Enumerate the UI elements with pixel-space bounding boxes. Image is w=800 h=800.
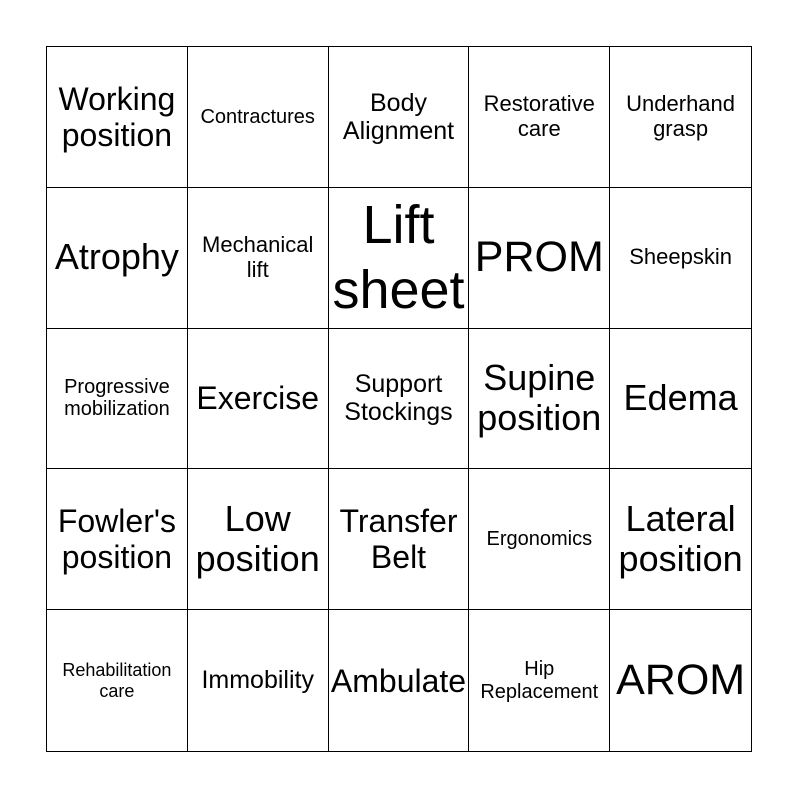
bingo-cell-working-position[interactable]: Working position (47, 47, 188, 188)
bingo-cell-hip-replacement[interactable]: Hip Replacement (469, 610, 610, 751)
bingo-cell-fowlers-position[interactable]: Fowler's position (47, 469, 188, 610)
bingo-cell-prom[interactable]: PROM (469, 188, 610, 329)
bingo-cell-mechanical-lift[interactable]: Mechanical lift (188, 188, 329, 329)
bingo-cell-rehabilitation-care[interactable]: Rehabilitation care (47, 610, 188, 751)
bingo-cell-exercise[interactable]: Exercise (188, 329, 329, 470)
bingo-cell-transfer-belt[interactable]: Transfer Belt (329, 469, 470, 610)
bingo-cell-sheepskin[interactable]: Sheepskin (610, 188, 751, 329)
bingo-cell-support-stockings[interactable]: Support Stockings (329, 329, 470, 470)
bingo-cell-ambulate[interactable]: Ambulate (329, 610, 470, 751)
bingo-cell-arom[interactable]: AROM (616, 656, 746, 705)
bingo-cell-progressive-mobilization[interactable]: Progressive mobilization (47, 329, 188, 470)
bingo-cell-atrophy[interactable]: Atrophy (47, 188, 188, 329)
bingo-cell-ergonomics[interactable]: Ergonomics (469, 469, 610, 610)
bingo-cell-contractures[interactable]: Contractures (188, 47, 329, 188)
bingo-cell-low-position[interactable]: Low position (188, 469, 329, 610)
bingo-cell-lateral-position[interactable]: Lateral position (610, 469, 751, 610)
bingo-board (46, 46, 752, 752)
bingo-cell-lift-sheet[interactable]: Lift sheet (329, 188, 470, 329)
bingo-cell-underhand-grasp[interactable]: Underhand grasp (610, 47, 751, 188)
bingo-cell-immobility[interactable]: Immobility (188, 610, 329, 751)
bingo-cell-body-alignment[interactable]: Body Alignment (329, 47, 470, 188)
bingo-cell-edema[interactable]: Edema (610, 329, 751, 470)
bingo-cell-restorative-care[interactable]: Restorative care (469, 47, 610, 188)
bingo-cell-supine-position[interactable]: Supine position (469, 329, 610, 470)
